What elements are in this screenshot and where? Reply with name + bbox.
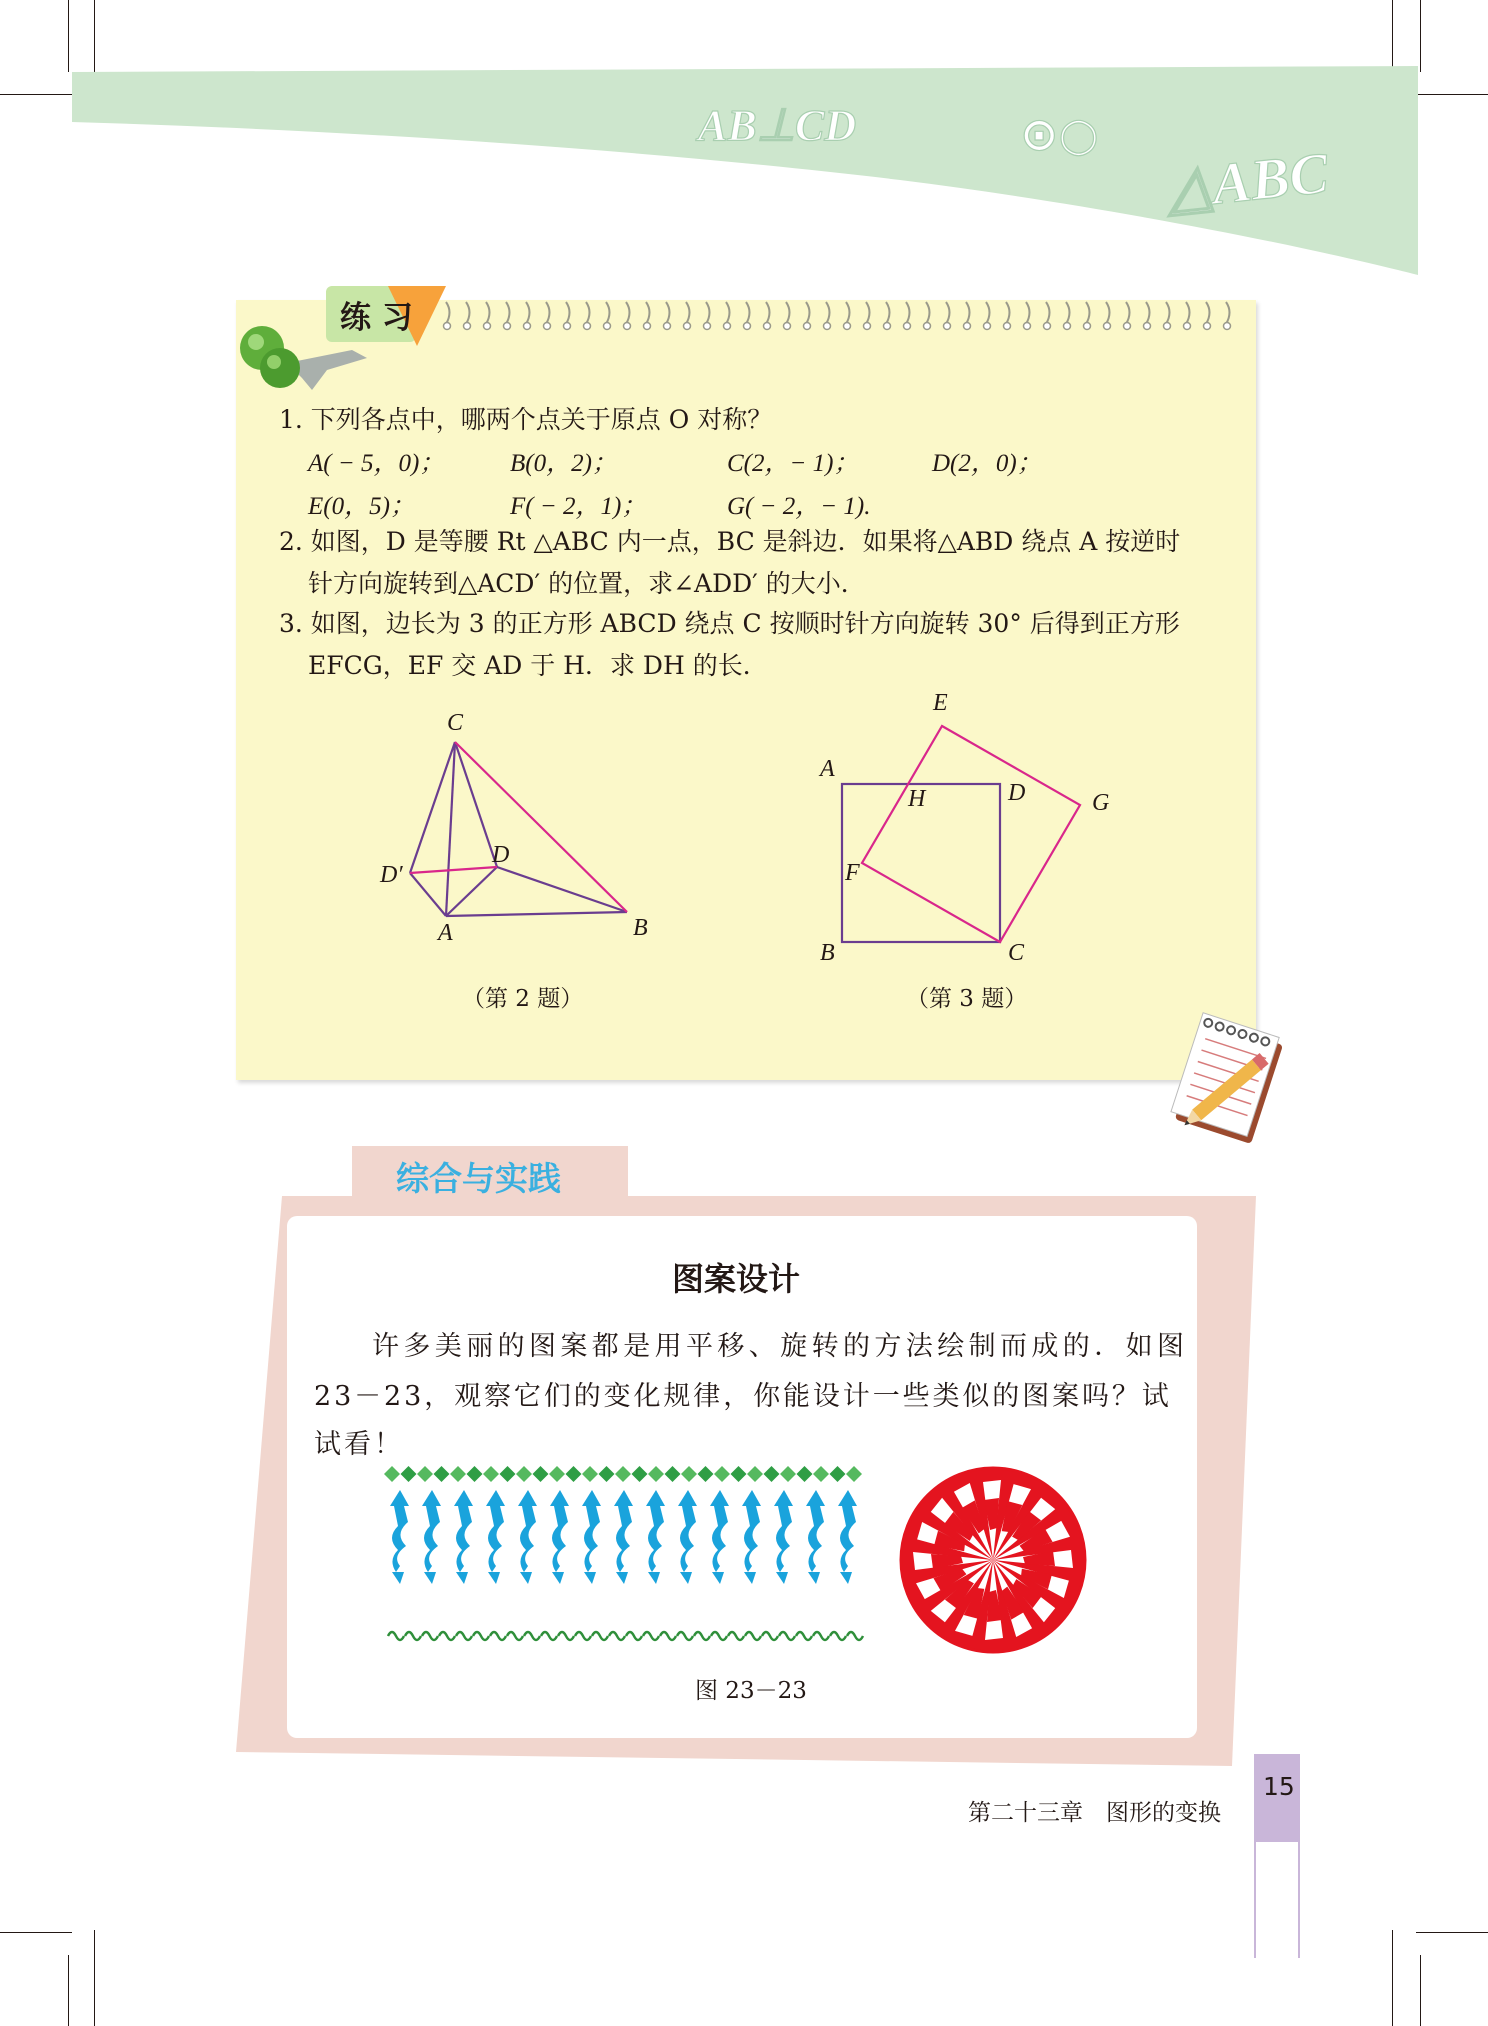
header-decor-perpendicular: AB⊥CD xyxy=(698,101,857,150)
header-decor-circles: ⊙○ xyxy=(1020,107,1099,161)
header-decor-triangle: △ABC xyxy=(1164,139,1332,222)
diamond-mark xyxy=(731,1466,747,1482)
blue-ornament xyxy=(518,1490,537,1584)
diamond-mark xyxy=(681,1466,697,1482)
wave-mark xyxy=(745,1632,761,1640)
wave-mark xyxy=(660,1632,676,1640)
fig2-segment-ab xyxy=(446,912,627,916)
blue-ornament-shape xyxy=(518,1490,537,1584)
blue-ornament-shape xyxy=(646,1490,665,1584)
blue-ornament xyxy=(582,1490,601,1584)
blue-ornament xyxy=(710,1490,729,1584)
wave-mark xyxy=(796,1632,812,1640)
blue-ornament xyxy=(486,1490,505,1584)
wave-mark xyxy=(813,1632,829,1640)
blue-ornament-shape xyxy=(742,1490,761,1584)
diamond-mark xyxy=(632,1466,648,1482)
wave-mark xyxy=(541,1632,557,1640)
diamond-mark xyxy=(648,1466,664,1482)
fig2-label-d: D xyxy=(492,842,510,868)
page-side-line xyxy=(1254,1842,1256,1958)
blue-ornament xyxy=(678,1490,697,1584)
diamond-mark xyxy=(467,1466,483,1482)
blue-ornament xyxy=(550,1490,569,1584)
blue-ornament-shape xyxy=(486,1490,505,1584)
pattern-figures xyxy=(380,1462,1100,1662)
wave-mark xyxy=(779,1632,795,1640)
practice-figure-caption: 图 23－23 xyxy=(695,1678,807,1704)
fig2-label-dprime: D′ xyxy=(380,862,403,888)
blue-ornament-shape xyxy=(710,1490,729,1584)
wave-mark xyxy=(490,1632,506,1640)
diamond-mark xyxy=(582,1466,598,1482)
practice-paragraph-line-3: 试看！ xyxy=(314,1429,404,1460)
diamond-mark xyxy=(384,1466,400,1482)
question-3-line-1: 3. 如图，边长为 3 的正方形 ABCD 绕点 C 按顺时针方向旋转 30° 后得到正方形 xyxy=(279,609,1180,638)
practice-title: 图案设计 xyxy=(672,1260,801,1298)
diamond-mark xyxy=(401,1466,417,1482)
wave-mark xyxy=(609,1632,625,1640)
question-2-line-2: 针方向旋转到△ACD′ 的位置，求∠ADD′ 的大小． xyxy=(308,569,866,598)
diamond-mark xyxy=(417,1466,433,1482)
fig2-segment-ad xyxy=(446,867,497,916)
green-wave-border xyxy=(388,1632,863,1640)
fig2-segment-ca xyxy=(446,742,455,916)
page-number: 15 xyxy=(1263,1772,1295,1801)
footer-chapter-title: 第二十三章 图形的变换 xyxy=(968,1800,1221,1826)
diamond-mark xyxy=(434,1466,450,1482)
fig2-caption: （第 2 题） xyxy=(462,986,584,1012)
wave-mark xyxy=(626,1632,642,1640)
diamond-mark xyxy=(813,1466,829,1482)
wave-mark xyxy=(711,1632,727,1640)
blue-ornament xyxy=(454,1490,473,1584)
diamond-mark xyxy=(450,1466,466,1482)
diamond-mark xyxy=(764,1466,780,1482)
fig2-segment-dpa xyxy=(410,873,446,916)
wave-mark xyxy=(643,1632,659,1640)
wave-mark xyxy=(524,1632,540,1640)
blue-ornament xyxy=(390,1490,409,1584)
blue-ornament-border xyxy=(390,1490,857,1584)
blue-ornament-shape xyxy=(838,1490,857,1584)
wave-mark xyxy=(728,1632,744,1640)
wave-mark xyxy=(694,1632,710,1640)
wave-mark xyxy=(592,1632,608,1640)
notepad-pencil-icon xyxy=(1158,1010,1298,1160)
red-rotation-disk xyxy=(901,1468,1085,1652)
fig3-label-d: D xyxy=(1008,780,1026,806)
point-d: D(2，0)； xyxy=(932,450,1042,477)
point-e: E(0，5)； xyxy=(308,493,415,520)
question-3-line-2: EFCG，EF 交 AD 于 H．求 DH 的长． xyxy=(308,651,768,680)
fig3-caption: （第 3 题） xyxy=(906,986,1028,1012)
fig2-label-a: A xyxy=(438,920,453,946)
wave-mark xyxy=(830,1632,846,1640)
diamond-mark xyxy=(780,1466,796,1482)
page-side-line-right xyxy=(1298,1842,1300,1958)
fig3-label-h: H xyxy=(908,786,926,812)
wave-mark xyxy=(456,1632,472,1640)
point-b: B(0，2)； xyxy=(510,450,617,477)
wave-mark xyxy=(422,1632,438,1640)
fig2-label-c: C xyxy=(447,710,464,736)
blue-ornament-shape xyxy=(422,1490,441,1584)
blue-ornament xyxy=(774,1490,793,1584)
wave-mark xyxy=(847,1632,863,1640)
fig2-label-b: B xyxy=(633,915,648,941)
blue-ornament-shape xyxy=(806,1490,825,1584)
diamond-mark xyxy=(830,1466,846,1482)
diamond-mark xyxy=(665,1466,681,1482)
wave-mark xyxy=(558,1632,574,1640)
diamond-mark xyxy=(483,1466,499,1482)
diamond-mark xyxy=(797,1466,813,1482)
wave-mark xyxy=(405,1632,421,1640)
fig3-square-efcg xyxy=(862,726,1080,942)
diamond-mark xyxy=(599,1466,615,1482)
blue-ornament xyxy=(742,1490,761,1584)
blue-ornament xyxy=(806,1490,825,1584)
blue-ornament-shape xyxy=(390,1490,409,1584)
diamond-mark xyxy=(698,1466,714,1482)
point-a: A( − 5，0)； xyxy=(308,450,445,477)
wave-mark xyxy=(439,1632,455,1640)
fig2-segment-cb xyxy=(455,742,627,912)
point-g: G( − 2，− 1). xyxy=(727,493,871,520)
practice-paragraph-line-2: 23－23，观察它们的变化规律，你能设计一些类似的图案吗？试 xyxy=(314,1381,1172,1412)
blue-ornament-shape xyxy=(454,1490,473,1584)
blue-ornament xyxy=(614,1490,633,1584)
diamond-mark xyxy=(500,1466,516,1482)
blue-ornament-shape xyxy=(614,1490,633,1584)
question-2-line-1: 2. 如图，D 是等腰 Rt △ABC 内一点，BC 是斜边．如果将△ABD 绕点 A 按逆时 xyxy=(279,527,1181,556)
diamond-mark xyxy=(549,1466,565,1482)
blue-ornament xyxy=(838,1490,857,1584)
wave-mark xyxy=(575,1632,591,1640)
fig3-label-a: A xyxy=(820,756,835,782)
practice-paragraph-line-1: 许多美丽的图案都是用平移、旋转的方法绘制而成的．如图 xyxy=(372,1331,1189,1362)
exercise-title: 练 习 xyxy=(340,300,413,336)
diamond-mark xyxy=(516,1466,532,1482)
blue-ornament-shape xyxy=(582,1490,601,1584)
blue-ornament-shape xyxy=(550,1490,569,1584)
wave-mark xyxy=(762,1632,778,1640)
fig2-segment-dpd xyxy=(410,867,497,873)
practice-tab-label: 综合与实践 xyxy=(396,1159,561,1198)
fig3-label-c: C xyxy=(1008,940,1025,966)
wave-mark xyxy=(507,1632,523,1640)
diamond-mark xyxy=(747,1466,763,1482)
point-f: F( − 2，1)； xyxy=(510,493,647,520)
wave-mark xyxy=(677,1632,693,1640)
blue-ornament-shape xyxy=(774,1490,793,1584)
question-1-text: 1. 下列各点中，哪两个点关于原点 O 对称？ xyxy=(279,405,773,434)
fig3-label-f: F xyxy=(845,860,860,886)
fig2-segment-db xyxy=(497,867,627,912)
wave-mark xyxy=(388,1632,404,1640)
blue-ornament xyxy=(646,1490,665,1584)
diamond-mark xyxy=(846,1466,862,1482)
fig3-label-e: E xyxy=(933,690,948,716)
fig2-segment-cd xyxy=(455,742,497,867)
wave-mark xyxy=(473,1632,489,1640)
green-diamond-border xyxy=(384,1466,862,1482)
fig3-label-b: B xyxy=(820,940,835,966)
diamond-mark xyxy=(615,1466,631,1482)
point-c: C(2，− 1)； xyxy=(727,450,859,477)
diamond-mark xyxy=(566,1466,582,1482)
blue-ornament xyxy=(422,1490,441,1584)
diamond-mark xyxy=(714,1466,730,1482)
diamond-mark xyxy=(533,1466,549,1482)
fig3-label-g: G xyxy=(1092,790,1110,816)
blue-ornament-shape xyxy=(678,1490,697,1584)
